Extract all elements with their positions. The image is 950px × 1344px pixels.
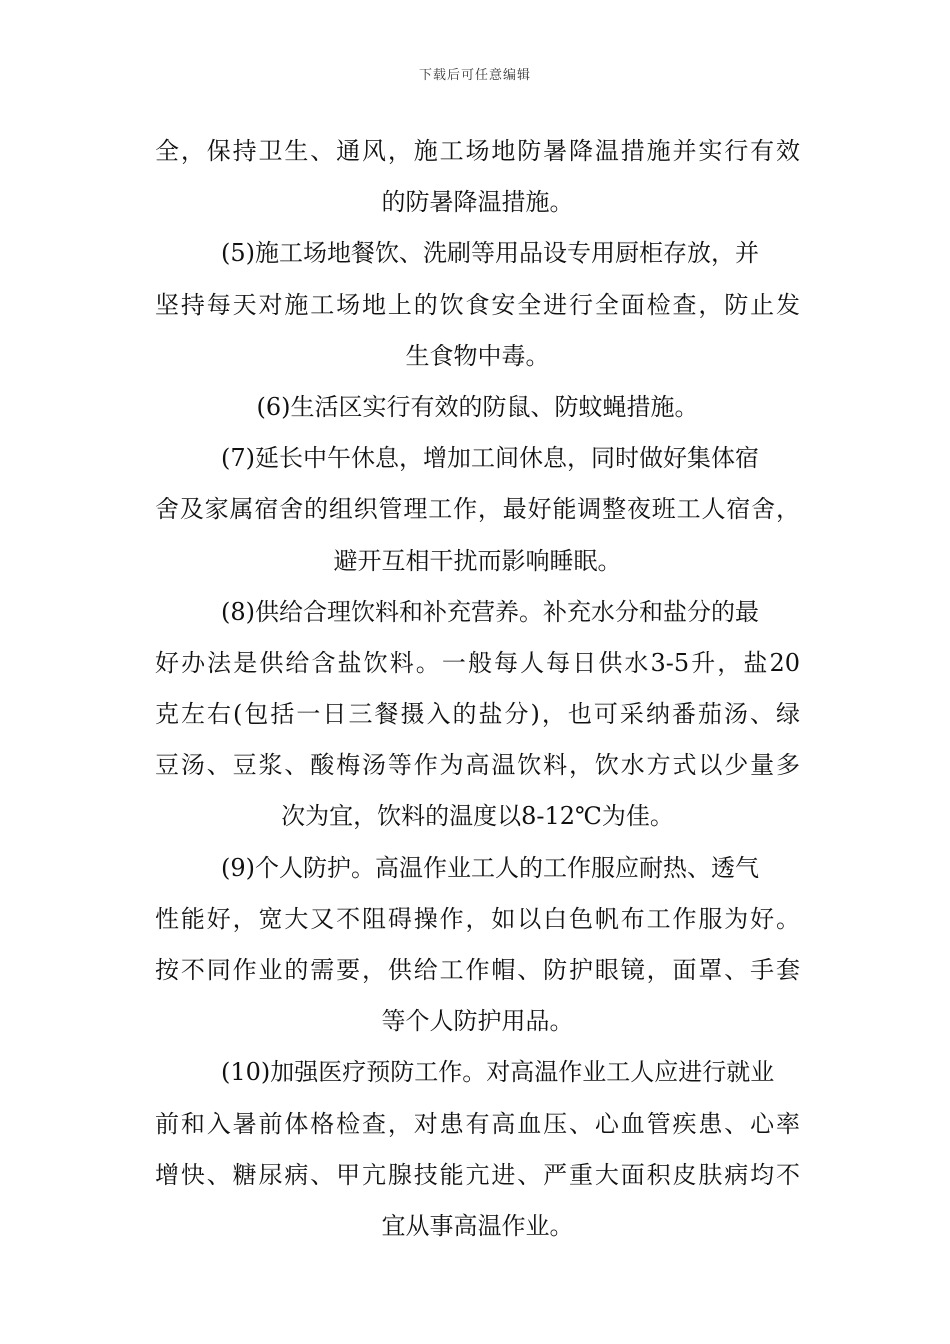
text-line: 豆汤、豆浆、酸梅汤等作为高温饮料，饮水方式以少量多 [155,751,800,780]
text-line: (8)供给合理饮料和补充营养。补充水分和盐分的最 [221,597,759,626]
paragraph-p5 [155,228,800,382]
text-line: 前和入暑前体格检查，对患有高血压、心血管疾患、心率 [155,1109,800,1138]
text-line: 避开互相干扰而影响睡眠。 [333,546,622,575]
text-line: (7)延长中午休息，增加工间休息，同时做好集体宿 [221,444,759,473]
text-line: 的防暑降温措施。 [381,188,574,217]
text-line: (5)施工场地餐饮、洗刷等用品设专用厨柜存放，并 [221,239,759,268]
text-line: 增快、糖尿病、甲亢腺技能亢进、严重大面积皮肤病均不 [155,1160,800,1189]
text-line: 坚持每天对施工场地上的饮食安全进行全面检查，防止发 [155,290,800,319]
text-line: (9)个人防护。高温作业工人的工作服应耐热、透气 [221,853,759,882]
text-line: 按不同作业的需要，供给工作帽、防护眼镜，面罩、手套 [155,956,800,984]
paragraph-p7 [155,433,800,587]
paragraph-p4-cont [155,126,800,228]
text-line: 次为宜，饮料的温度以8-12℃为佳。 [281,802,674,831]
document-body [155,126,800,1252]
text-line: 舍及家属宿舍的组织管理工作，最好能调整夜班工人宿舍， [155,495,800,524]
paragraph-p8 [155,587,800,843]
page-header: 下载后可任意编辑 [418,68,531,83]
paragraph-p6 [155,382,800,433]
text-line: 等个人防护用品。 [381,1007,574,1036]
text-line: 全，保持卫生、通风，施工场地防暑降温措施并实行有效 [155,137,800,165]
paragraph-p10 [155,1047,800,1252]
text-line: (6)生活区实行有效的防鼠、防蚊蝇措施。 [256,392,699,421]
text-line: 性能好，宽大又不阻碍操作，如以白色帆布工作服为好。 [155,904,800,933]
text-line: (10)加强医疗预防工作。对高温作业工人应进行就业 [221,1058,775,1087]
text-line: 生食物中毒。 [405,341,550,370]
text-line: 克左右(包括一日三餐摄入的盐分)，也可采纳番茄汤、绿 [155,700,800,729]
paragraph-p9 [155,843,800,1048]
text-line: 宜从事高温作业。 [381,1211,574,1240]
text-line: 好办法是供给含盐饮料。一般每人每日供水3-5升，盐20 [155,648,800,677]
